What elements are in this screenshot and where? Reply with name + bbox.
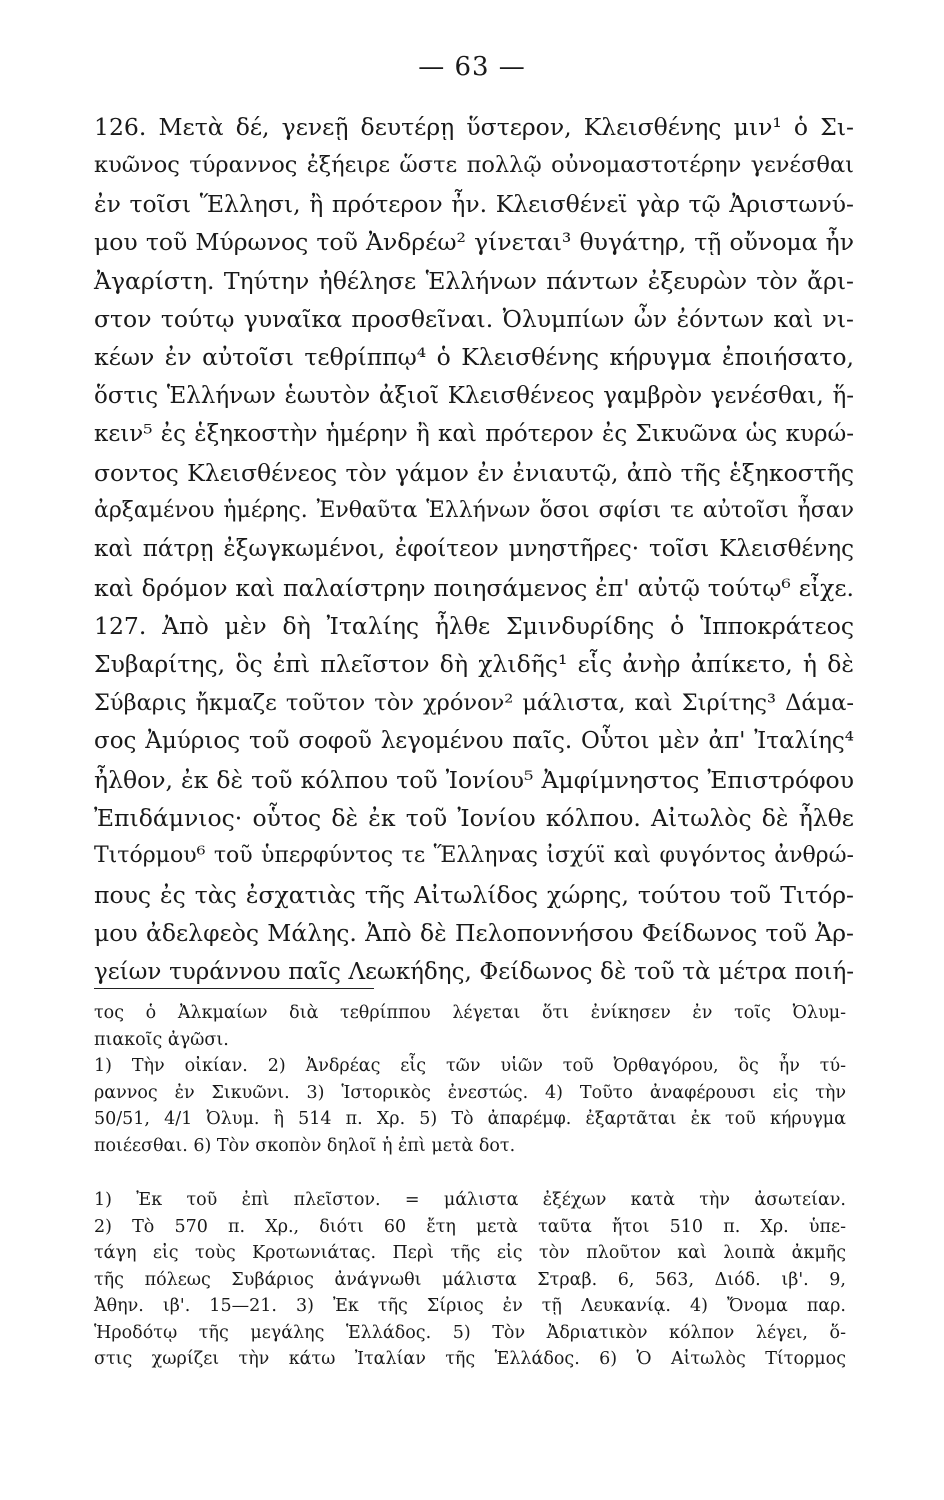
footnote-line: τάγη εἰς τοὺς Κροτωνιάτας. Περὶ τῆς εἰς τὸν πλοῦτον καὶ λοιπὰ ἀκμῆς	[94, 1243, 846, 1263]
text-line: 126. Μετὰ δέ, γενεῇ δευτέρῃ ὕστερον, Κλεισθένης μιν¹ ὁ Σι-	[94, 113, 854, 141]
text-line: γείων τυράννου παῖς Λεωκήδης, Φείδωνος δὲ τοῦ τὰ μέτρα ποιή-	[94, 958, 854, 985]
text-line: 127. Ἀπὸ μὲν δὴ Ἰταλίης ἦλθε Σμινδυρίδης ὁ Ἱπποκράτεος	[94, 612, 854, 641]
text-line: κέων ἐν αὐτοῖσι τεθρίππῳ⁴ ὁ Κλεισθένης κήρυγμα ἐποιήσατο,	[94, 343, 854, 372]
text-line: μου ἀδελφεὸς Μάλης. Ἀπὸ δὲ Πελοποννήσου Φείδωνος τοῦ Ἀρ-	[94, 919, 854, 948]
footnote-line: ραννος ἐν Σικυῶνι. 3) Ἱστορικὸς ἐνεστώς. 4) Τοῦτο ἀναφέρουσι εἰς τὴν	[94, 1082, 846, 1103]
text-line: καὶ πάτρῃ ἐξωγκωμένοι, ἐφοίτεον μνηστῆρες· τοῖσι Κλεισθένης	[94, 536, 854, 563]
footnotes-section-127	[94, 1187, 846, 1373]
text-line: Συβαρίτης, ὃς ἐπὶ πλεῖστον δὴ χλιδῆς¹ εἷς ἀνὴρ ἀπίκετο, ἡ δὲ	[94, 650, 854, 679]
text-line: Σύβαρις ἤκμαζε τοῦτον τὸν χρόνον² μάλιστα, καὶ Σιρίτης³ Δάμα-	[94, 689, 854, 716]
text-line: ἀρξαμένου ἡμέρης. Ἐνθαῦτα Ἑλλήνων ὅσοι σφίσι τε αὐτοῖσι ἦσαν	[94, 497, 854, 523]
text-line: σος Ἀμύριος τοῦ σοφοῦ λεγομένου παῖς. Οὗτοι μὲν ἀπ' Ἰταλίης⁴	[94, 728, 854, 755]
text-line: Τιτόρμου⁶ τοῦ ὑπερφύντος τε Ἕλληνας ἰσχύϊ καὶ φυγόντος ἀνθρώ-	[94, 843, 854, 869]
footnote-line: πιακοῖς ἀγῶσι.	[94, 1029, 229, 1050]
text-line: ἐν τοῖσι Ἕλλησι, ἢ πρότερον ἦν. Κλεισθένεϊ γὰρ τῷ Ἀριστωνύ-	[94, 189, 854, 218]
text-line: κειν⁵ ἐς ἑξηκοστὴν ἡμέρην ἢ καὶ πρότερον ἐς Σικυῶνα ὡς κυρώ-	[94, 421, 854, 448]
text-line: Ἐπιδάμνιος· οὗτος δὲ ἐκ τοῦ Ἰονίου κόλπου. Αἰτωλὸς δὲ ἦλθε	[94, 804, 854, 833]
footnote-line: Ἡροδότῳ τῆς μεγάλης Ἑλλάδος. 5) Τὸν Ἀδριατικὸν κόλπον λέγει, ὅ-	[94, 1322, 846, 1343]
footnote-line: 1) Ἐκ τοῦ ἐπὶ πλεῖστον. = μάλιστα ἐξέχων κατὰ τὴν ἀσωτείαν.	[94, 1190, 846, 1210]
footnote-line: τος ὁ Ἀλκμαίων διὰ τεθρίππου λέγεται ὅτι ἐνίκησεν ἐν τοῖς Ὀλυμ-	[94, 1003, 846, 1023]
text-line: Ἀγαρίστη. Τηύτην ἠθέλησε Ἑλλήνων πάντων ἐξευρὼν τὸν ἄρι-	[94, 266, 854, 295]
text-line: σοντος Κλεισθένεος τὸν γάμον ἐν ἐνιαυτῷ, ἀπὸ τῆς ἑξηκοστῆς	[94, 458, 854, 487]
footnote-line: τῆς πόλεως Συβάριος ἀνάγνωθι μάλιστα Στραβ. 6, 563, Διόδ. ιβ'. 9,	[94, 1269, 846, 1290]
text-line: μου τοῦ Μύρωνος τοῦ Ἀνδρέω² γίνεται³ θυγάτηρ, τῇ οὔνομα ἦν	[94, 228, 854, 257]
footnote-line: Ἀθην. ιβ'. 15—21. 3) Ἐκ τῆς Σίριος ἐν τῇ Λευκανίᾳ. 4) Ὄνομα παρ.	[94, 1296, 846, 1316]
text-line: στον τούτῳ γυναῖκα προσθεῖναι. Ὀλυμπίων ὦν ἐόντων καὶ νι-	[94, 304, 854, 333]
footnote-line: 1) Τὴν οἰκίαν. 2) Ἀνδρέας εἷς τῶν υἱῶν τοῦ Ὀρθαγόρου, ὃς ἦν τύ-	[94, 1056, 846, 1076]
text-line: κυῶνος τύραννος ἐξήειρε ὥστε πολλῷ οὐνομαστοτέρην γενέσθαι	[94, 152, 854, 179]
footnote-divider	[94, 988, 374, 989]
footnotes-continued	[94, 1000, 846, 1159]
text-line: ὅστις Ἑλλήνων ἑωυτὸν ἀξιοῖ Κλεισθένεος γαμβρὸν γενέσθαι, ἥ-	[94, 382, 854, 409]
footnote-line: ποιέεσθαι. 6) Τὸν σκοπὸν δηλοῖ ἡ ἐπὶ μετὰ δοτ.	[94, 1135, 516, 1156]
text-line: καὶ δρόμον καὶ παλαίστρην ποιησάμενος ἐπ' αὐτῷ τούτῳ⁶ εἶχε.	[94, 573, 854, 602]
text-line: πους ἐς τὰς ἐσχατιὰς τῆς Αἰτωλίδος χώρης, τούτου τοῦ Τιτόρ-	[94, 880, 854, 909]
main-text	[94, 108, 854, 991]
text-line: ἦλθον, ἐκ δὲ τοῦ κόλπου τοῦ Ἰονίου⁵ Ἀμφίμνηστος Ἐπιστρόφου	[94, 765, 854, 794]
footnote-line: 2) Τὸ 570 π. Χρ., διότι 60 ἔτη μετὰ ταῦτα ἤτοι 510 π. Χρ. ὑπε-	[94, 1216, 846, 1237]
footnote-line: στις χωρίζει τὴν κάτω Ἰταλίαν τῆς Ἑλλάδος. 6) Ὁ Αἰτωλὸς Τίτορμος	[94, 1349, 846, 1369]
footnote-line: 50/51, 4/1 Ὀλυμ. ἢ 514 π. Χρ. 5) Τὸ ἀπαρέμφ. ἐξαρτᾶται ἐκ τοῦ κήρυγμα	[94, 1109, 846, 1129]
page-number: — 63 —	[418, 52, 526, 82]
